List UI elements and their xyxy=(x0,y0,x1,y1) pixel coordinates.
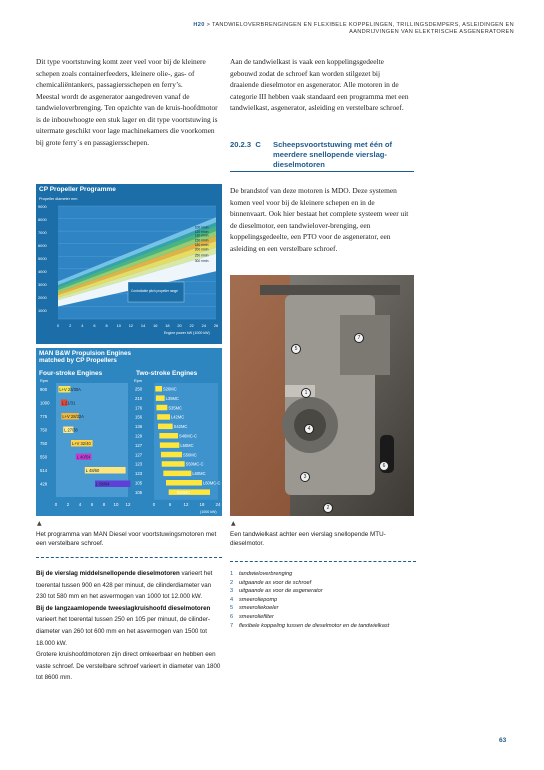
engine-label: S35MC xyxy=(168,405,182,411)
legend-item xyxy=(230,604,450,613)
chart-note: Controllable pitch propeller range xyxy=(131,289,178,293)
engine-label: L 21/31 xyxy=(61,400,76,406)
heading-rule xyxy=(230,171,414,172)
rpm-value: 210 xyxy=(135,395,143,401)
band-label: 180 r/min xyxy=(194,243,209,248)
legend-num: 5 xyxy=(230,605,234,612)
callout-marker: 1 xyxy=(301,388,311,398)
cp-propeller-chart xyxy=(36,184,222,344)
x-tick: 6 xyxy=(90,502,94,507)
subsection-number xyxy=(230,140,261,150)
y-tick: 3000 xyxy=(38,282,47,287)
engine-label: L+V 23/30A xyxy=(59,387,81,392)
x-axis-label: Engine power kW (1000 kW) xyxy=(164,331,210,335)
legend-num: 1 xyxy=(230,571,234,577)
engine-label: L50MC xyxy=(180,442,194,448)
page-number: 63 xyxy=(499,737,507,744)
callout-marker: 7 xyxy=(354,333,364,343)
legend-text: smeeroliefilter xyxy=(239,613,274,620)
subsection-title: Scheepsvoortstuwing met één of meerdere snellopende vierslag-dieselmotoren xyxy=(273,140,392,169)
rpm-value: 105 xyxy=(135,489,143,495)
y-tick: 8000 xyxy=(38,217,47,222)
x-tick: 2 xyxy=(69,323,72,328)
header-section: H20 xyxy=(193,22,205,28)
caption-marker-icon: ▲ xyxy=(37,520,42,527)
x-tick: 18 xyxy=(199,502,205,507)
y-tick: 5000 xyxy=(38,256,47,261)
rpm-label: Rpm xyxy=(40,379,49,383)
rpm-value: 136 xyxy=(135,424,143,430)
subsection-num: 20.2.3 xyxy=(230,140,252,149)
rpm-value: 750 xyxy=(40,427,48,433)
note xyxy=(36,568,222,603)
rpm-value: 127 xyxy=(135,452,143,458)
engine-bar xyxy=(158,424,173,430)
x-tick: 22 xyxy=(189,323,194,328)
x-tick: 0 xyxy=(54,502,58,507)
x-tick: 10 xyxy=(116,323,121,328)
x-tick: 18 xyxy=(165,323,170,328)
chart-title: MAN B&W Propulsion Engines xyxy=(39,350,132,357)
rpm-value: 550 xyxy=(40,454,48,460)
legend-num: 2 xyxy=(230,579,234,586)
x-tick: 8 xyxy=(105,323,108,328)
y-tick: 9000 xyxy=(38,204,47,209)
engine-bar xyxy=(162,461,185,467)
rpm-value: 750 xyxy=(40,441,48,446)
two-stroke-heading: Two-stroke Engines xyxy=(136,370,198,377)
engine-bar xyxy=(155,386,162,392)
rpm-value: 1000 xyxy=(40,400,50,406)
y-tick: 7000 xyxy=(38,230,47,235)
note xyxy=(36,603,222,649)
rpm-value: 514 xyxy=(40,468,48,473)
subsection-letter: C xyxy=(255,140,261,149)
legend-item xyxy=(230,596,450,605)
rpm-value: 900 xyxy=(40,387,48,392)
engine-label: L60MC xyxy=(192,471,206,477)
engine-label: S46MC-C xyxy=(179,433,197,439)
x-tick: 6 xyxy=(168,502,172,507)
gearbox-photo xyxy=(230,275,414,516)
engine-label: L 27/38 xyxy=(64,427,78,433)
chart-title: CP Propeller Programme xyxy=(39,186,116,193)
engine-label: S42MC xyxy=(173,424,188,430)
paragraph: Aan de tandwielkast is vaak een koppelingsgedeelte gebouwd zodat de schroef kan worden stilgezet bij draaiende dieselmotor en asgenerator. Alle motoren in de categorie III hebben vaak standaard een programma met een tandwielkast, asgenerator, asleiding en verstelbare schroef. xyxy=(230,57,409,112)
engine-illustration xyxy=(230,275,414,516)
paragraph: Dit type voortstuwing komt zeer veel voor bij de kleinere schepen zoals containerfeeders, kleinere olie-, gas- of chemicaliëntankers, passagiersschepen en ferry’s. xyxy=(36,57,206,89)
engine-label: L42MC xyxy=(171,414,185,420)
paragraph: De brandstof van deze motoren is MDO. Deze systemen komen veel voor bij de kleinere schepen en in de binnenvaart. Ook hier bestaat het complete systeem weer uit de dieselmotor, een tandwielover-brenging, een koppelingsgedeelte, een PTO voor de asgenerator, een asleiding en een verstelbare schroef. xyxy=(230,186,409,253)
engine-bar xyxy=(166,480,202,486)
divider xyxy=(230,561,416,562)
rpm-value: 250 xyxy=(135,386,143,392)
x-tick: 24 xyxy=(215,502,221,507)
legend-num: 6 xyxy=(230,613,234,620)
legend-text: uitgaande as voor de asgenerator xyxy=(239,588,323,595)
engine-bar xyxy=(161,452,182,458)
rpm-value: 123 xyxy=(135,471,143,477)
x-axis-label: (1000 kW) xyxy=(200,510,217,514)
x-tick: 14 xyxy=(140,323,146,328)
band-label: 130 r/min xyxy=(194,233,209,238)
engine-label: S26MC xyxy=(163,386,177,392)
note-text: Grotere kruishoofdmotoren zijn direct omkeerbaar en hebben een vaste schroef. De verstelbare schroef varieert in diameter van 1800 tot 8600 mm. xyxy=(36,651,221,682)
subsection-heading xyxy=(230,140,415,170)
engine-bar xyxy=(159,433,178,439)
legend-text: smeeroliepomp xyxy=(239,596,278,603)
legend-num: 4 xyxy=(230,596,234,603)
engine-label: L35MC xyxy=(165,395,179,401)
x-tick: 12 xyxy=(183,502,189,507)
engine-label: S60MC xyxy=(176,489,191,495)
divider xyxy=(36,557,222,558)
x-tick: 0 xyxy=(152,502,156,507)
legend-item xyxy=(230,613,450,622)
caption-right: Een tandwielkast achter een vierslag snellopende MTU-dieselmotor. xyxy=(230,531,386,548)
x-tick: 12 xyxy=(128,323,134,328)
x-tick: 26 xyxy=(213,323,219,328)
rpm-value: 156 xyxy=(135,414,143,420)
caption-marker-icon: ▲ xyxy=(231,520,236,527)
y-tick: 4000 xyxy=(38,269,47,274)
band-label: 250 r/min xyxy=(194,253,209,258)
note-bold: Bij de vierslag middelsnellopende dieselmotoren xyxy=(36,570,180,577)
callout-marker: 5 xyxy=(291,344,301,354)
legend-text: flexibele koppeling tussen de dieselmotor en de tandwielkast xyxy=(239,622,390,629)
legend-item xyxy=(230,587,450,596)
band-label: 300 r/min xyxy=(194,259,209,264)
propulsion-engines-chart xyxy=(36,348,222,516)
note xyxy=(36,649,222,684)
callout-marker: 2 xyxy=(323,503,333,513)
engine-bar xyxy=(163,471,191,477)
x-tick: 0 xyxy=(56,323,60,328)
right-body-text-2 xyxy=(230,185,410,254)
engine-bar xyxy=(160,442,179,448)
callout-marker: 6 xyxy=(379,461,389,471)
engine-label: S50MC xyxy=(183,452,197,458)
four-stroke-heading: Four-stroke Engines xyxy=(39,370,103,377)
x-tick: 6 xyxy=(93,323,96,328)
note-text: varieert het toerental tussen 900 en 428 per minuut, de cilinderdiameter van 230 tot 580 mm en het asvermogen van 1000 tot 12.000 kW. xyxy=(36,570,213,601)
caption-left: Het programma van MAN Diesel voor voortstuwingsmotoren met een verstelbare schroef. xyxy=(36,531,217,548)
rpm-value: 105 xyxy=(135,480,143,486)
photo-legend xyxy=(230,570,450,630)
band-label: 150 r/min xyxy=(194,238,209,243)
rpm-label: Rpm xyxy=(134,379,143,383)
rpm-value: 176 xyxy=(135,405,143,411)
right-body-text xyxy=(230,56,410,114)
x-tick: 4 xyxy=(81,323,84,328)
x-tick: 4 xyxy=(78,502,82,507)
rpm-value: 775 xyxy=(40,414,48,419)
y-tick: 2000 xyxy=(38,295,47,300)
rpm-value: 129 xyxy=(135,433,143,439)
engine-label: L+V 32/40 xyxy=(72,441,91,446)
engine-bar xyxy=(156,395,165,401)
legend-item xyxy=(230,622,450,631)
cp-propeller-plot xyxy=(36,184,222,344)
legend-item xyxy=(230,570,450,579)
engine-bar xyxy=(156,405,167,411)
band-label: 200 r/min xyxy=(194,247,209,252)
rpm-value: 123 xyxy=(135,461,143,467)
x-tick: 20 xyxy=(177,323,182,328)
legend-item xyxy=(230,579,450,588)
x-tick: 2 xyxy=(66,502,70,507)
header-line1: TANDWIELOVERBRENGINGEN EN FLEXIBELE KOPPELINGEN, TRILLINGSDEMPERS, ASLEIDINGEN EN xyxy=(212,22,514,28)
engine-label: S50MC-C xyxy=(185,461,204,467)
legend-text: smeeroliekoeler xyxy=(239,605,279,612)
x-tick: 10 xyxy=(113,502,119,507)
paragraph: Meestal wordt de asgenerator aangedreven vanaf de tandwieloverbrenging. Ten opzichte van de kruis-hoofdmotor is de inbouwhoogte een stuk lager en dit type voortstuwing is uitermate geschikt voor lage machinekamers die voorkomen bij grote ferry´s en passagiersschepen. xyxy=(36,91,218,147)
x-tick: 8 xyxy=(102,502,106,507)
running-header xyxy=(154,22,514,37)
header-sep: > xyxy=(206,22,211,28)
callout-marker: 4 xyxy=(304,424,314,434)
rpm-value: 428 xyxy=(40,481,48,487)
engine-label: L 40/54 xyxy=(76,454,91,460)
rpm-value: 127 xyxy=(135,442,143,448)
engine-label: L+V 28/32A xyxy=(62,414,84,419)
x-tick: 24 xyxy=(201,323,207,328)
legend-num: 3 xyxy=(230,588,234,595)
y-tick: 6000 xyxy=(38,243,47,248)
chart-notes xyxy=(36,568,222,684)
chart-title-2: matched by CP Propellers xyxy=(39,357,117,364)
engine-label: L 48/60 xyxy=(85,468,100,473)
header-line2: AANDRIJVINGEN VAN ELEKTRISCHE ASGENERATOREN xyxy=(349,29,514,36)
note-bold: Bij de langzaamlopende tweeslagkruishoofd dieselmotoren xyxy=(36,604,211,612)
band-label: 120 r/min xyxy=(194,230,209,235)
x-tick: 16 xyxy=(153,323,158,328)
y-tick: 1000 xyxy=(38,308,47,313)
legend-text: tandwieloverbrenging xyxy=(239,571,293,577)
note-text: varieert het toerental tussen 250 en 105 per minuut, de cilinder-diameter van 260 tot 600 mm en het asvermogen van 1500 tot 18.000 kW. xyxy=(36,616,211,647)
y-axis-label: Propeller diameter mm xyxy=(39,197,78,201)
engine-label: L60MC-C xyxy=(203,480,221,486)
legend-text: uitgaande as voor de schroef xyxy=(239,579,312,586)
left-body-text xyxy=(36,56,222,148)
x-tick: 12 xyxy=(125,502,131,507)
engine-label: L 58/64 xyxy=(96,481,110,487)
callout-marker: 3 xyxy=(300,472,310,482)
legend-num: 7 xyxy=(230,622,234,629)
engine-bar xyxy=(157,414,170,420)
band-label: 100 r/min xyxy=(194,225,209,230)
